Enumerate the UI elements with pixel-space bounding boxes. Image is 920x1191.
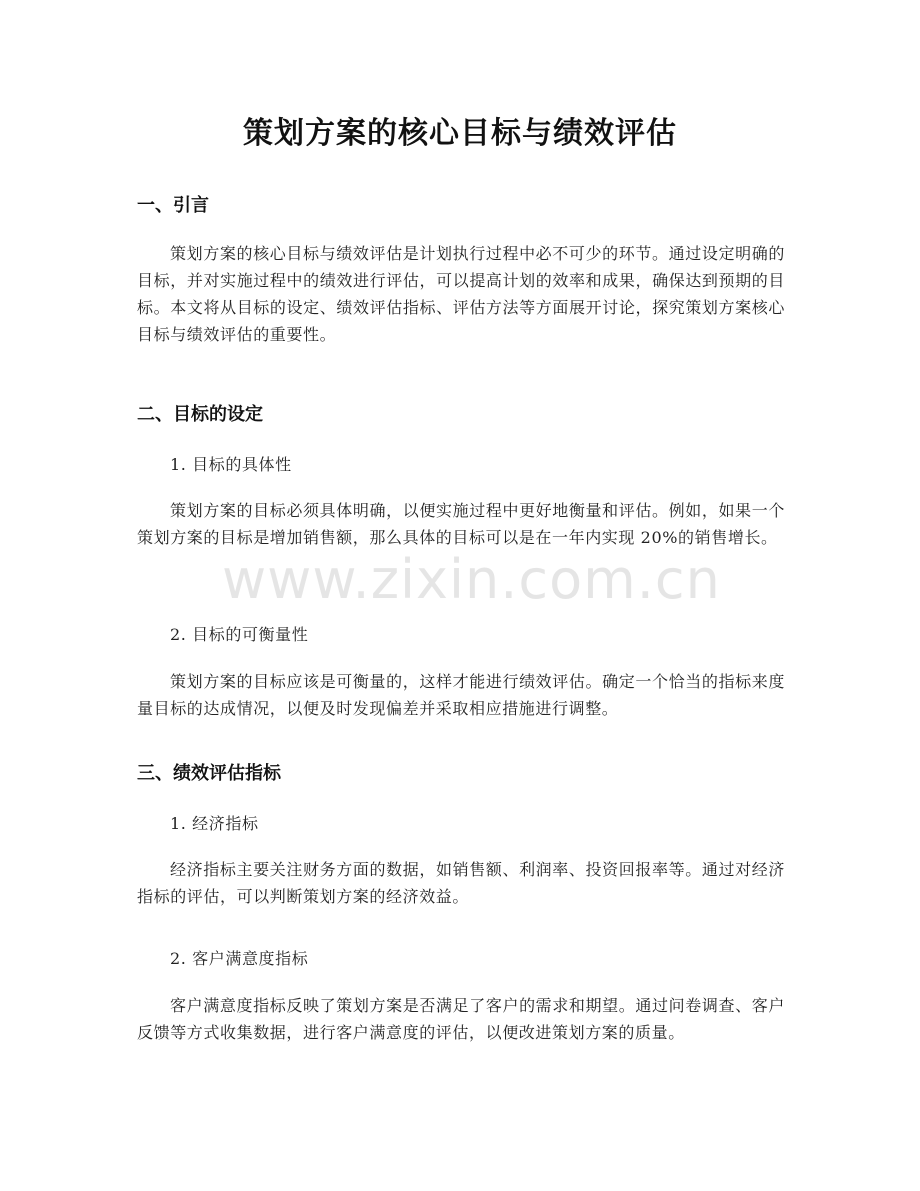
- subheading-economic-metrics: 1. 经济指标: [170, 814, 259, 833]
- paragraph-goal-specificity: 策划方案的目标必须具体明确，以便实施过程中更好地衡量和评估。例如，如果一个策划方案的目标是增加销售额，那么具体的目标可以是在一年内实现 20%的销售增长。: [137, 501, 785, 547]
- intro-paragraph: 策划方案的核心目标与绩效评估是计划执行过程中必不可少的环节。通过设定明确的目标，并对实施过程中的绩效进行评估，可以提高计划的效率和成果，确保达到预期的目标。本文将从目标的设定、绩效评估指标、评估方法等方面展开讨论，探究策划方案核心目标与绩效评估的重要性。: [137, 244, 785, 344]
- section-heading-goal-setting: 二、目标的设定: [137, 404, 263, 425]
- paragraph-goal-measurability: 策划方案的目标应该是可衡量的，这样才能进行绩效评估。确定一个恰当的指标来度量目标的达成情况，以便及时发现偏差并采取相应措施进行调整。: [137, 672, 785, 718]
- document-title: 策划方案的核心目标与绩效评估: [243, 116, 677, 151]
- paragraph-economic-metrics: 经济指标主要关注财务方面的数据，如销售额、利润率、投资回报率等。通过对经济指标的评估，可以判断策划方案的经济效益。: [137, 860, 785, 906]
- subheading-customer-satisfaction: 2. 客户满意度指标: [170, 949, 309, 968]
- section-heading-performance-metrics: 三、绩效评估指标: [137, 763, 281, 784]
- subheading-goal-specificity: 1. 目标的具体性: [170, 455, 292, 474]
- section-heading-intro: 一、引言: [137, 195, 209, 216]
- subheading-goal-measurability: 2. 目标的可衡量性: [170, 625, 309, 644]
- paragraph-customer-satisfaction: 客户满意度指标反映了策划方案是否满足了客户的需求和期望。通过问卷调查、客户反馈等方式收集数据，进行客户满意度的评估，以便改进策划方案的质量。: [137, 996, 785, 1042]
- watermark: www.zixin.com.cn: [222, 548, 721, 611]
